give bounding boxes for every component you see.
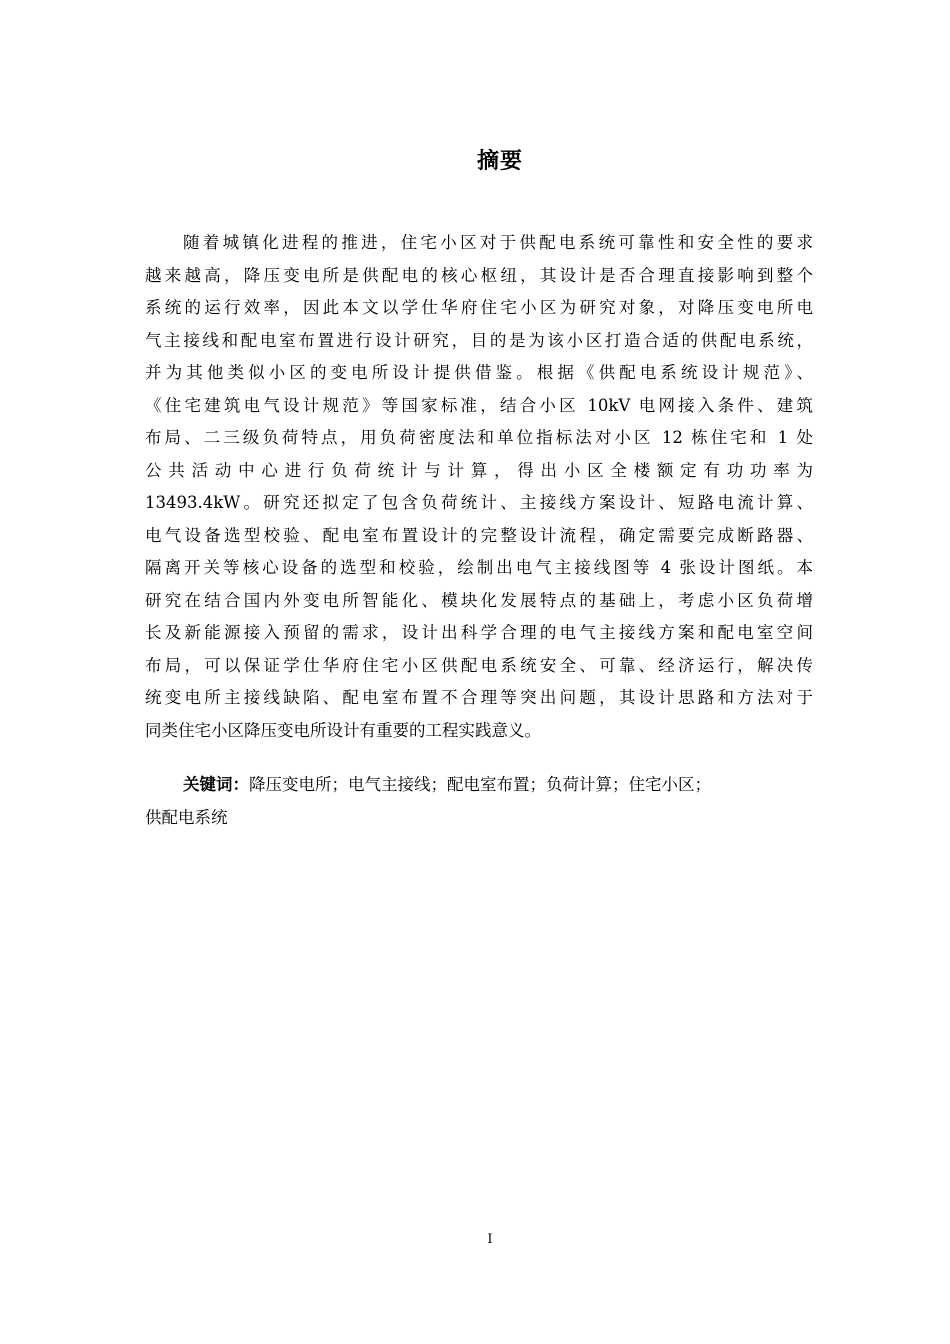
abstract-line: 长及新能源接入预留的需求，设计出科学合理的电气主接线方案和配电室空间 [145,623,813,642]
keywords-section [145,769,813,834]
abstract-line: 13493.4kW。研究还拟定了包含负荷统计、主接线方案设计、短路电流计算、 [145,493,813,512]
abstract-line: 同类住宅小区降压变电所设计有重要的工程实践意义。 [145,720,541,740]
abstract-line: 公共活动中心进行负荷统计与计算，得出小区全楼额定有功功率为 [145,460,813,480]
page-number: I [487,1232,493,1247]
abstract-line: 越来越高，降压变电所是供配电的核心枢纽，其设计是否合理直接影响到整个 [145,265,813,285]
abstract-line: 布局，可以保证学仕华府住宅小区供配电系统安全、可靠、经济运行，解决传 [145,655,813,675]
keywords-label: 关键词： [183,775,249,794]
abstract-line: 隔离开关等核心设备的选型和校验，绘制出电气主接线图等 4 张设计图纸。本 [145,558,813,577]
abstract-line: 电气设备选型校验、配电室布置设计的完整设计流程，确定需要完成断路器、 [145,525,813,545]
abstract-line: 系统的运行效率，因此本文以学仕华府住宅小区为研究对象，对降压变电所电 [145,298,813,317]
page-title: 摘要 [476,149,523,174]
abstract-line: 随着城镇化进程的推进，住宅小区对于供配电系统可靠性和安全性的要求 [183,233,813,252]
abstract-line: 《住宅建筑电气设计规范》等国家标准，结合小区 10kV 电网接入条件、建筑 [145,395,813,415]
abstract-body [145,227,813,747]
keywords-line-continued: 供配电系统 [145,807,228,827]
keywords-line [145,769,813,802]
keywords-text: 降压变电所；电气主接线；配电室布置；负荷计算；住宅小区； [249,775,711,794]
abstract-line: 研究在结合国内外变电所智能化、模块化发展特点的基础上，考虑小区负荷增 [145,590,813,610]
abstract-line: 布局、二三级负荷特点，用负荷密度法和单位指标法对小区 12 栋住宅和 1 处 [145,428,813,447]
abstract-line: 统变电所主接线缺陷、配电室布置不合理等突出问题，其设计思路和方法对于 [145,688,813,707]
abstract-line: 并为其他类似小区的变电所设计提供借鉴。根据《供配电系统设计规范》、 [145,363,813,382]
abstract-line: 气主接线和配电室布置进行设计研究，目的是为该小区打造合适的供配电系统， [145,330,813,350]
